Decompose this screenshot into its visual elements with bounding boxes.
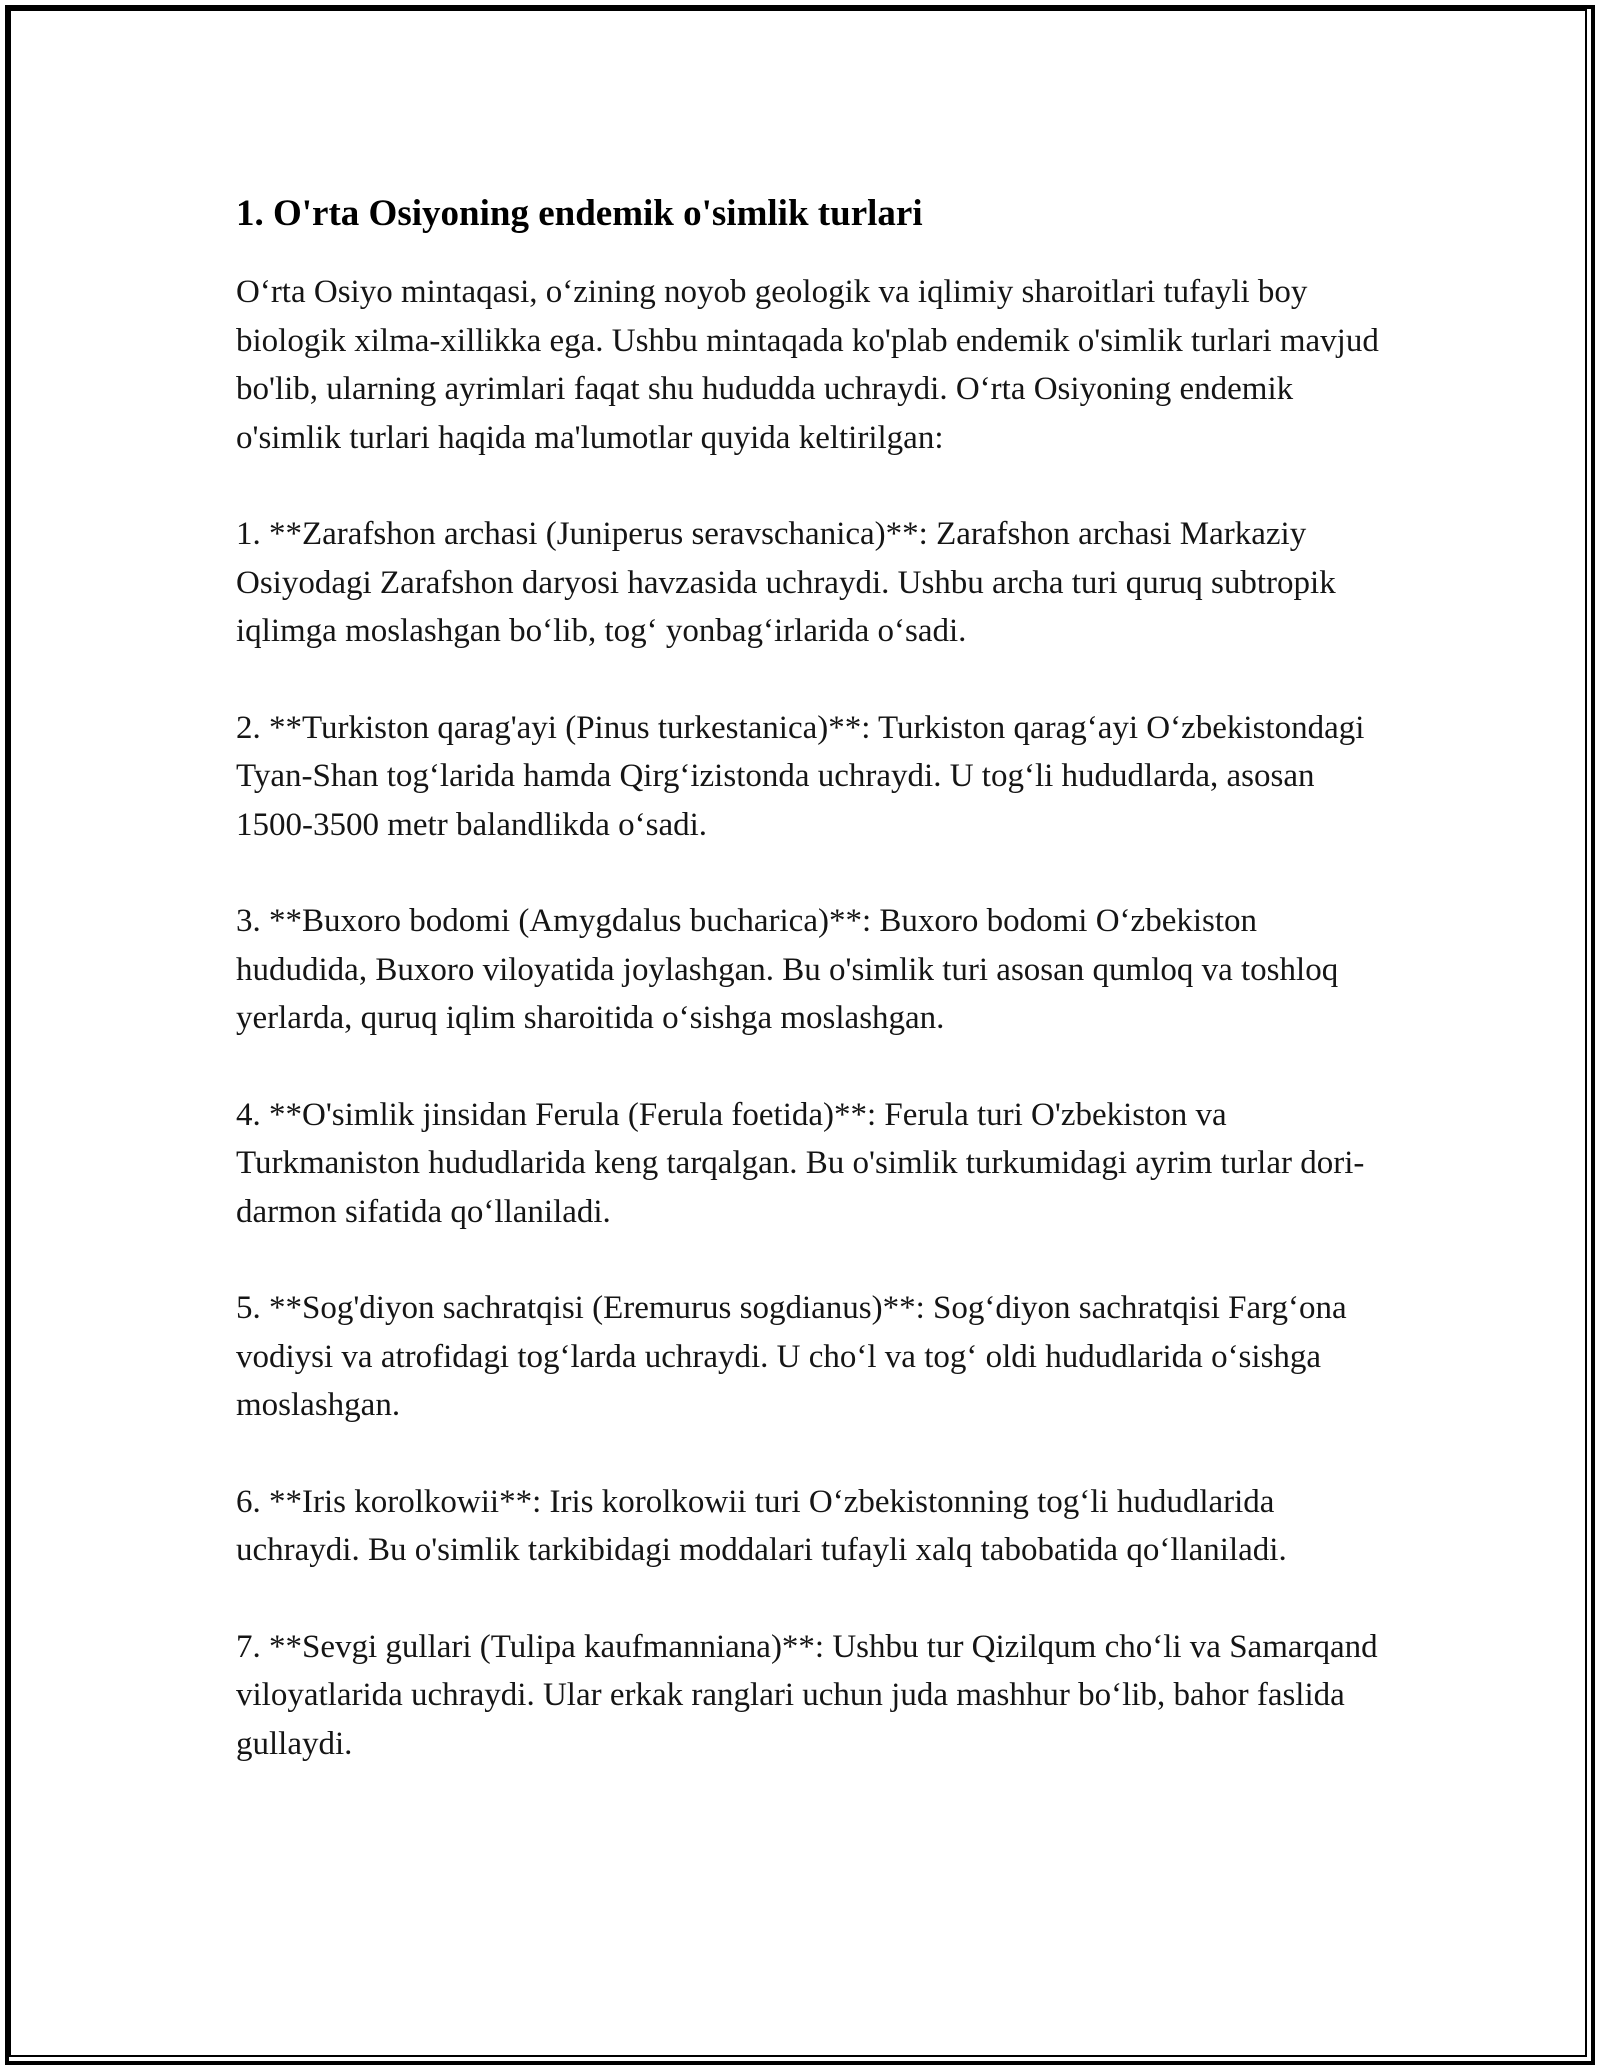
list-item-buxoro-bodomi: 3. **Buxoro bodomi (Amygdalus bucharica)**: Buxoro bodomi Oʻzbekiston hududida, Buxoro viloyatida joylashgan. Bu o'simlik turi asosan qumloq va toshloq yerlarda, quruq iqlim sharoitida oʻsishga moslashgan.	[236, 903, 1339, 1036]
list-item-iris-korolkowii: 6. **Iris korolkowii**: Iris korolkowii turi Oʻzbekistonning togʻli hududlarida uchraydi. Bu o'simlik tarkibidagi moddalari tufayli xalq tabobatida qoʻllaniladi.	[236, 1483, 1287, 1568]
list-item-sevgi-gullari: 7. **Sevgi gullari (Tulipa kaufmanniana)**: Ushbu tur Qizilqum choʻli va Samarqand viloyatlarida uchraydi. Ular erkak ranglari uchun juda mashhur boʻlib, bahor faslida gullaydi.	[236, 1628, 1378, 1762]
document-title: 1. O'rta Osiyoning endemik o'simlik turlari	[236, 193, 923, 234]
list-item-sogdiyon-sachratqisi: 5. **Sog'diyon sachratqisi (Eremurus sogdianus)**: Sogʻdiyon sachratqisi Fargʻona vodiysi va atrofidagi togʻlarda uchraydi. U choʻl va togʻ oldi hududlarida oʻsishga moslashgan.	[236, 1290, 1347, 1423]
list-item-ferula: 4. **O'simlik jinsidan Ferula (Ferula foetida)**: Ferula turi O'zbekiston va Turkmaniston hududlarida keng tarqalgan. Bu o'simlik turkumidagi ayrim turlar dori-darmon sifatida qoʻllaniladi.	[236, 1096, 1365, 1230]
document-body	[236, 188, 1386, 1816]
list-item-turkiston-qaragayi: 2. **Turkiston qarag'ayi (Pinus turkestanica)**: Turkiston qaragʻayi Oʻzbekistondagi Tyan-Shan togʻlarida hamda Qirgʻizistonda uchraydi. U togʻli hududlarda, asosan 1500-3500 metr balandlikda oʻsadi.	[236, 709, 1365, 843]
list-item-zarafshon-archasi: 1. **Zarafshon archasi (Juniperus seravschanica)**: Zarafshon archasi Markaziy Osiyodagi Zarafshon daryosi havzasida uchraydi. Ushbu archa turi quruq subtropik iqlimga moslashgan boʻlib, togʻ yonbagʻirlarida oʻsadi.	[236, 516, 1336, 649]
intro-paragraph: Oʻrta Osiyo mintaqasi, oʻzining noyob geologik va iqlimiy sharoitlari tufayli boy biologik xilma-xillikka ega. Ushbu mintaqada ko'plab endemik o'simlik turlari mavjud bo'lib, ularning ayrimlari faqat shu hududda uchraydi. Oʻrta Osiyoning endemik o'simlik turlari haqida ma'lumotlar quyida keltirilgan:	[236, 274, 1379, 456]
